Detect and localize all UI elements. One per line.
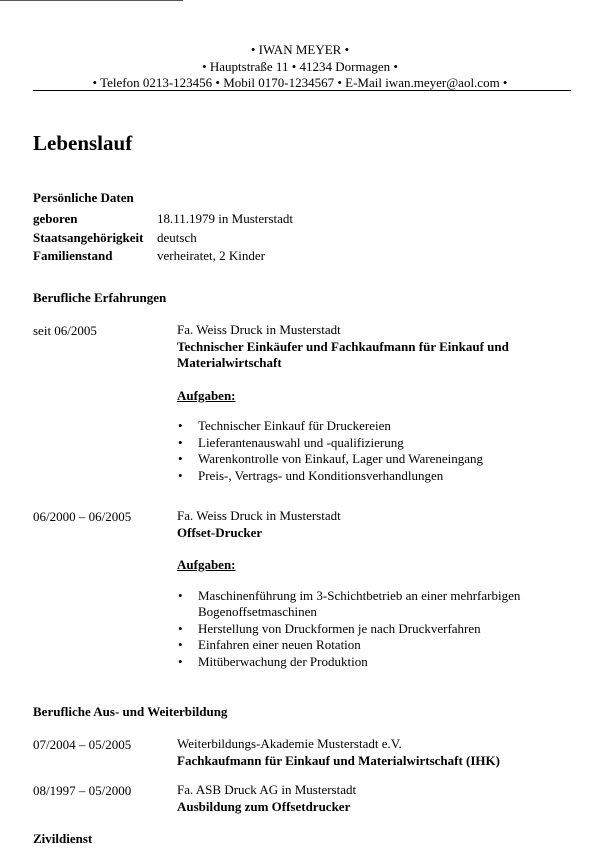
task-list — [177, 588, 557, 671]
section-heading-personal: Persönliche Daten — [33, 190, 134, 205]
task-text: Maschinenführung im 3-Schichtbetrieb an einer mehrfarbigen Bogenoffsetmaschinen — [198, 587, 521, 619]
personal-value: verheiratet, 2 Kinder — [157, 248, 265, 263]
task-text: Mitüberwachung der Produktion — [198, 653, 368, 669]
experience-company: Fa. Weiss Druck in Musterstadt — [177, 508, 341, 523]
task-text: Herstellung von Druckformen je nach Druckverfahren — [198, 620, 481, 636]
experience-position: Offset-Drucker — [177, 524, 263, 540]
list-item — [177, 435, 557, 452]
tasks-label: Aufgaben: — [177, 557, 236, 572]
personal-label: Familienstand — [33, 248, 113, 263]
section-heading-experience: Berufliche Erfahrungen — [33, 290, 167, 305]
personal-value: 18.11.1979 in Musterstadt — [157, 211, 294, 226]
section-heading-education: Berufliche Aus- und Weiterbildung — [33, 704, 228, 719]
section-heading-civil-service: Zivildienst — [33, 831, 93, 846]
list-item — [177, 451, 557, 468]
header-contact: • Telefon 0213-123456 • Mobil 0170-1234567 • E-Mail iwan.meyer@aol.com • — [92, 75, 508, 90]
education-entry — [177, 782, 557, 815]
header-name: • IWAN MEYER • — [250, 42, 350, 57]
personal-label: geboren — [33, 211, 78, 226]
letterhead — [0, 42, 600, 92]
education-institution: Fa. ASB Druck AG in Musterstadt — [177, 782, 357, 797]
task-text: Einfahren einer neuen Rotation — [198, 637, 361, 652]
personal-row-nationality — [33, 230, 573, 248]
experience-date: seit 06/2005 — [33, 323, 97, 338]
personal-row-family — [33, 248, 573, 266]
task-text: Warenkontrolle von Einkauf, Lager und Wareneingang — [198, 451, 484, 466]
personal-row-birth — [33, 211, 573, 229]
task-list — [177, 418, 557, 484]
list-item — [177, 621, 557, 638]
list-item — [177, 637, 557, 654]
education-date: 08/1997 – 05/2000 — [33, 783, 132, 798]
bullet-icon: • — [178, 434, 183, 450]
top-divider-line — [0, 0, 183, 1]
header-address: • Hauptstraße 11 • 41234 Dormagen • — [202, 58, 398, 74]
list-item — [177, 418, 557, 435]
education-qualification: Fachkaufmann für Einkauf und Materialwirtschaft (IHK) — [177, 752, 500, 768]
bullet-icon: • — [178, 653, 183, 669]
experience-position: Technischer Einkäufer und Fachkaufmann für Einkauf und Materialwirtschaft — [177, 338, 509, 370]
experience-entry — [177, 322, 557, 484]
task-text: Preis-, Vertrags- und Konditionsverhandlungen — [198, 467, 444, 483]
bullet-icon: • — [178, 620, 183, 636]
experience-entry — [177, 508, 557, 670]
bullet-icon: • — [178, 451, 183, 466]
task-text: Technischer Einkauf für Druckereien — [198, 418, 391, 433]
list-item — [177, 654, 557, 671]
header-divider — [33, 90, 571, 91]
personal-value: deutsch — [157, 230, 197, 245]
personal-label: Staatsangehörigkeit — [33, 230, 144, 245]
task-text: Lieferantenauswahl und -qualifizierung — [198, 434, 404, 450]
education-entry — [177, 736, 557, 769]
bullet-icon: • — [178, 587, 183, 603]
education-qualification: Ausbildung zum Offsetdrucker — [177, 798, 351, 814]
education-institution: Weiterbildungs-Akademie Musterstadt e.V. — [177, 736, 402, 751]
experience-company: Fa. Weiss Druck in Musterstadt — [177, 322, 341, 337]
bullet-icon: • — [178, 418, 183, 433]
education-date: 07/2004 – 05/2005 — [33, 737, 132, 752]
experience-date: 06/2000 – 06/2005 — [33, 509, 132, 524]
bullet-icon: • — [178, 637, 183, 652]
list-item — [177, 588, 557, 621]
bullet-icon: • — [178, 467, 183, 483]
list-item — [177, 468, 557, 485]
page-title: Lebenslauf — [33, 131, 133, 155]
tasks-label: Aufgaben: — [177, 387, 236, 403]
